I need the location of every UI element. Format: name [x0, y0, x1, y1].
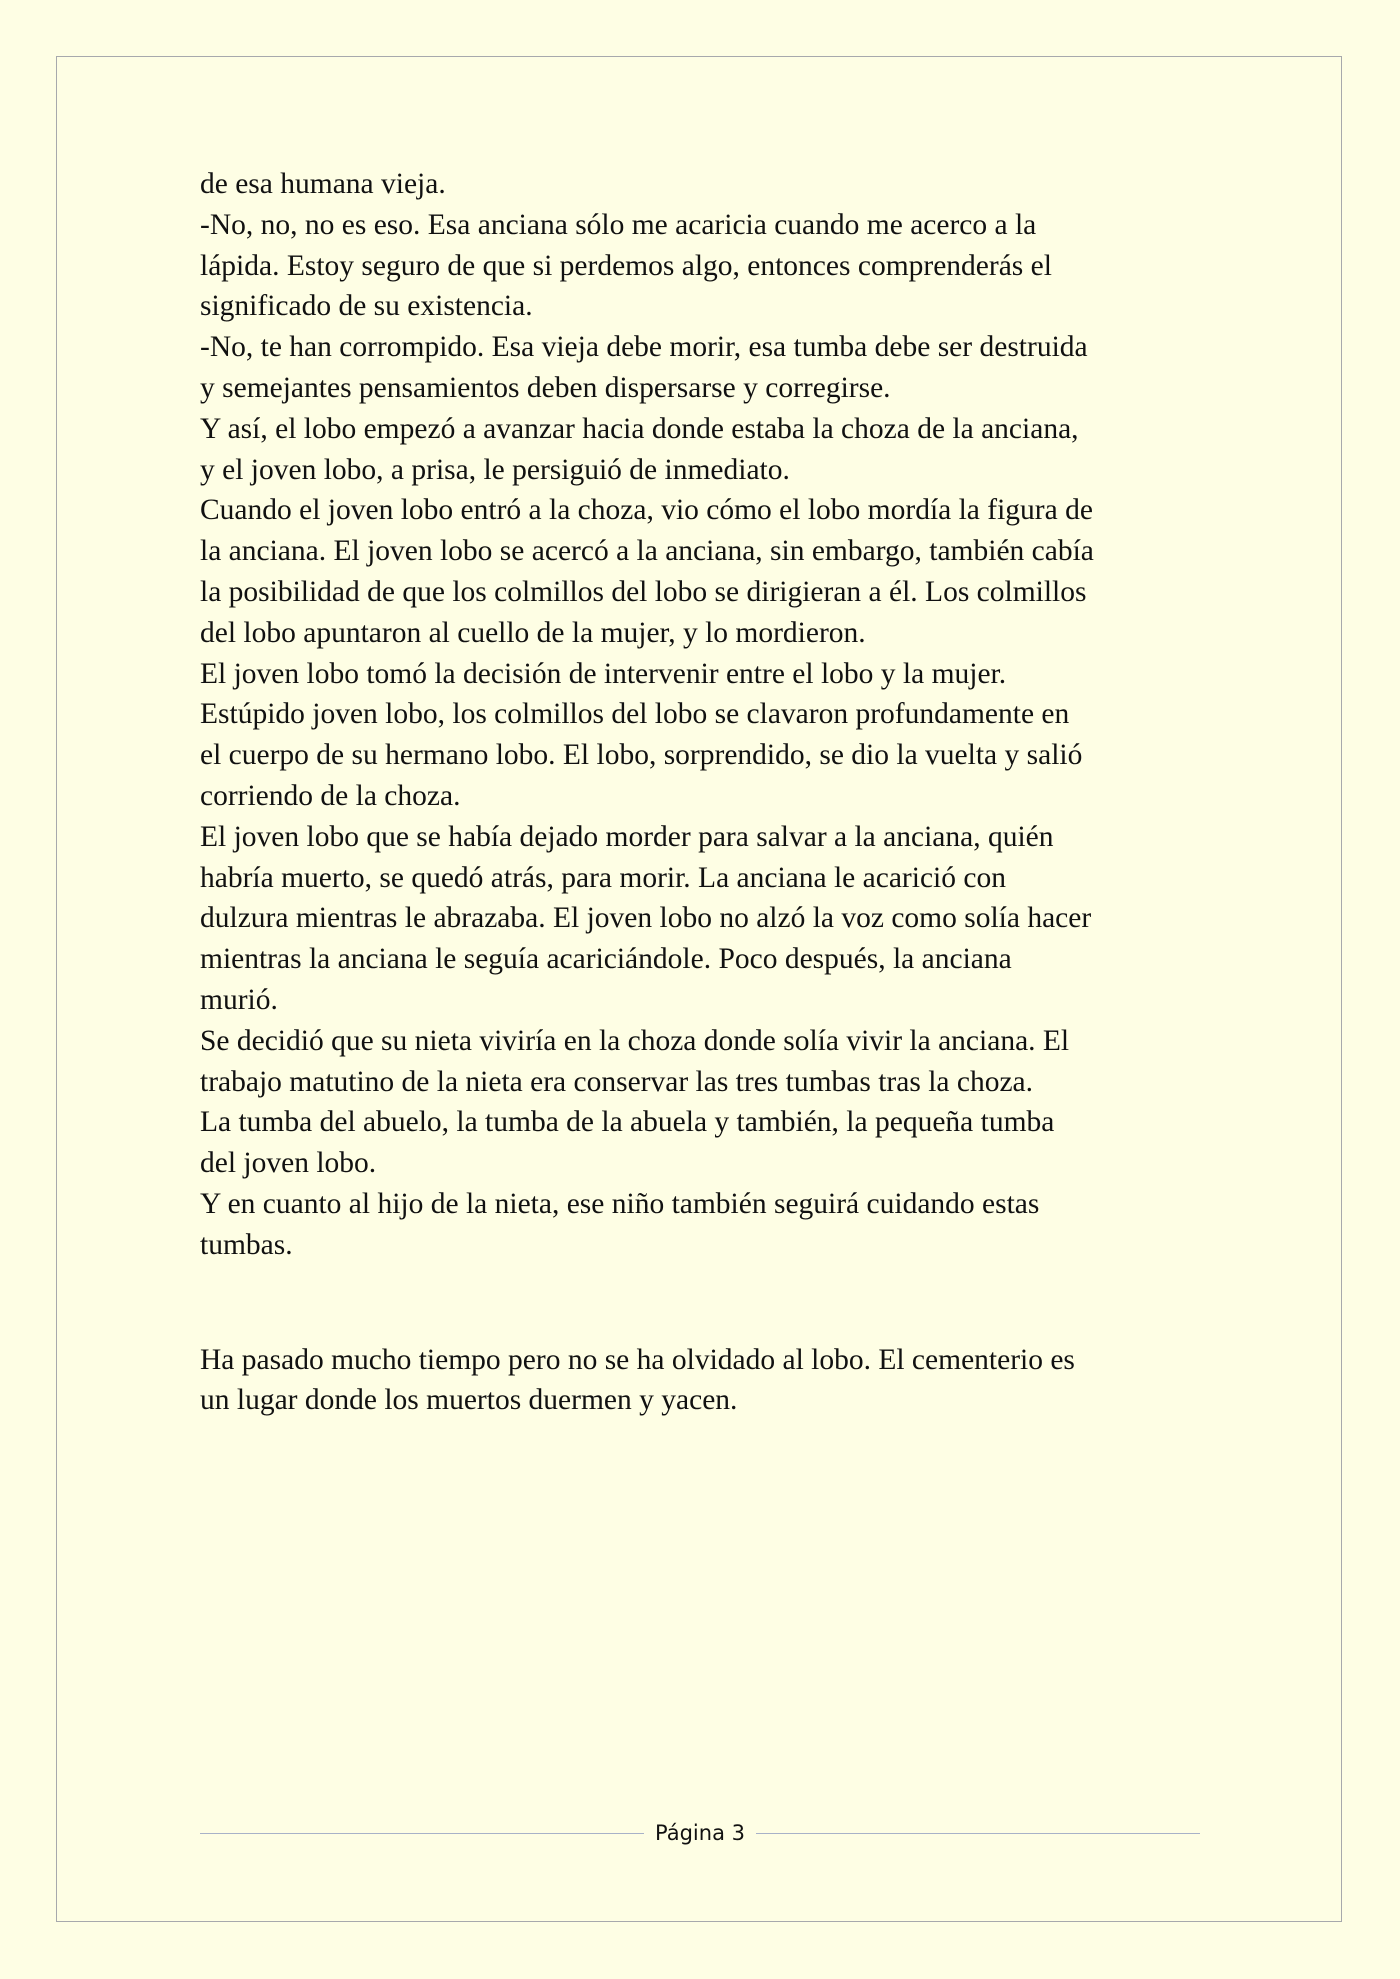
text-line: El joven lobo que se había dejado morder para salvar a la anciana, quién [200, 820, 1054, 853]
text-line: lápida. Estoy seguro de que si perdemos algo, entonces comprenderás el [200, 249, 1052, 282]
text-line: Y así, el lobo empezó a avanzar hacia donde estaba la choza de la anciana, [200, 412, 1079, 445]
text-line: de esa humana vieja. [200, 168, 446, 200]
text-line: del joven lobo. [200, 1147, 377, 1180]
footer-rule-left [200, 1833, 644, 1834]
page-number: Página 3 [655, 1821, 745, 1845]
closing-line: Ha pasado mucho tiempo pero no se ha olvidado al lobo. El cementerio es [200, 1343, 1075, 1376]
text-line: El joven lobo tomó la decisión de intervenir entre el lobo y la mujer. [200, 657, 1007, 690]
text-line: Estúpido joven lobo, los colmillos del lobo se clavaron profundamente en [200, 698, 1070, 731]
text-line: del lobo apuntaron al cuello de la mujer, y lo mordieron. [200, 616, 866, 649]
page-footer [200, 1814, 1200, 1854]
document-body [200, 164, 1210, 1421]
text-line: y semejantes pensamientos deben dispersarse y corregirse. [200, 371, 891, 404]
text-line: Se decidió que su nieta viviría en la choza donde solía vivir la anciana. El [200, 1024, 1070, 1057]
footer-rule-right [756, 1833, 1200, 1834]
text-line: dulzura mientras le abrazaba. El joven lobo no alzó la voz como solía hacer [200, 902, 1092, 935]
text-line: Y en cuanto al hijo de la nieta, ese niño también seguirá cuidando estas [200, 1187, 1040, 1220]
text-line: significado de su existencia. [200, 290, 533, 323]
text-line: trabajo matutino de la nieta era conservar las tres tumbas tras la choza. [200, 1065, 1034, 1098]
text-line: -No, te han corrompido. Esa vieja debe morir, esa tumba debe ser destruida [200, 331, 1088, 364]
text-line: la posibilidad de que los colmillos del lobo se dirigieran a él. Los colmillos [200, 575, 1087, 608]
text-line: el cuerpo de su hermano lobo. El lobo, sorprendido, se dio la vuelta y salió [200, 739, 1083, 772]
paragraph-gap [200, 1266, 1210, 1340]
text-line: y el joven lobo, a prisa, le persiguió de inmediato. [200, 453, 790, 486]
text-line: corriendo de la choza. [200, 779, 461, 812]
text-line: murió. [200, 983, 278, 1016]
text-line: tumbas. [200, 1228, 293, 1261]
text-line: mientras la anciana le seguía acariciándole. Poco después, la anciana [200, 943, 1012, 976]
text-line: La tumba del abuelo, la tumba de la abuela y también, la pequeña tumba [200, 1106, 1055, 1139]
text-line: habría muerto, se quedó atrás, para morir. La anciana le acarició con [200, 861, 1006, 894]
text-line: -No, no, no es eso. Esa anciana sólo me acaricia cuando me acerco a la [200, 208, 1037, 241]
closing-line: un lugar donde los muertos duermen y yacen. [200, 1384, 738, 1417]
text-line: Cuando el joven lobo entró a la choza, vio cómo el lobo mordía la figura de [200, 494, 1093, 527]
text-line: la anciana. El joven lobo se acercó a la anciana, sin embargo, también cabía [200, 535, 1094, 568]
